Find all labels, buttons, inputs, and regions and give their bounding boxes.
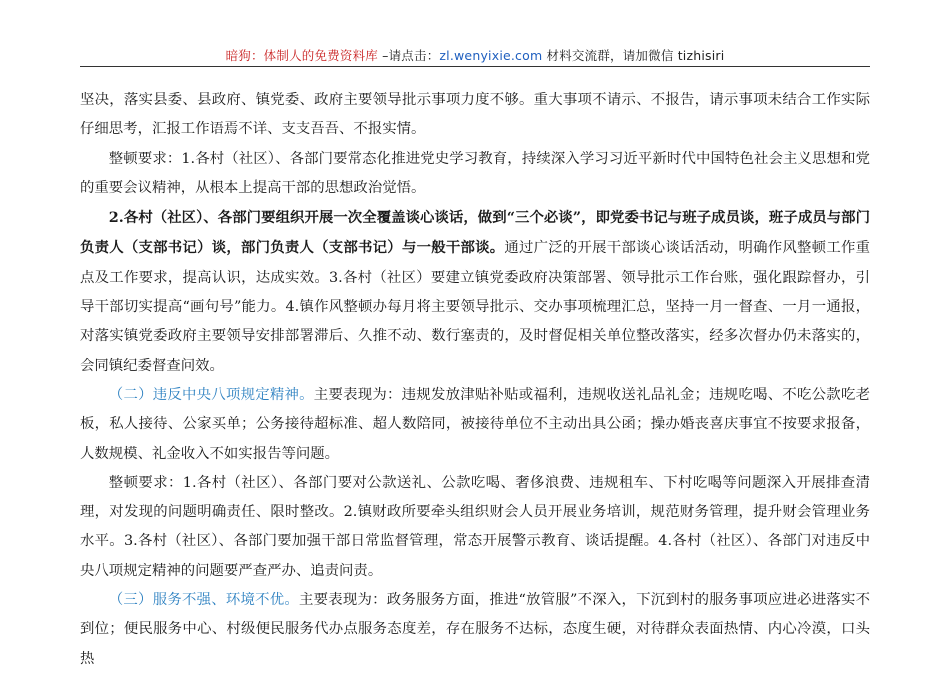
header-brand: 暗狗：体制人的免费资料库: [225, 48, 378, 63]
paragraph-4-text: 主要表现为：违规发放津贴补贴或福利，违规收送礼品礼金；违规吃喝、不吃公款吃老板，私人接待、公家买单；公务接待超标准、超人数陪同，被接待单位不主动出具公函；操办婚丧喜庆事宜不按要求报备，人数规模、礼金收入不如实报告等问题。: [80, 386, 870, 462]
page-header: [0, 46, 950, 64]
paragraph-3-text: 通过广泛的开展干部谈心谈话活动，明确作风整顿工作重点及工作要求，提高认识，达成实效。3.各村（社区）要建立镇党委政府决策部署、领导批示工作台账，强化跟踪督办，引导干部切实提高“画句号”能力。4.镇作风整顿办每月将主要领导批示、交办事项梳理汇总，坚持一月一督查、一月一通报，对落实镇党委政府主要领导安排部署滞后、久推不动、数行塞责的，及时督促相关单位整改落实，经多次督办仍未落实的，会同镇纪委督查问效。: [80, 240, 870, 374]
paragraph-1: 坚决，落实县委、县政府、镇党委、政府主要领导批示事项力度不够。重大事项不请示、不报告，请示事项未结合工作实际仔细思考，汇报工作语焉不详、支支吾吾、不报实情。: [80, 92, 870, 138]
section-3-heading: （三）服务不强、环境不优。: [108, 592, 300, 609]
paragraph-3: [80, 203, 870, 381]
header-contact: 材料交流群，请加微信 tizhisiri: [542, 48, 725, 63]
paragraph-4: [80, 381, 870, 469]
header-dash: –请点击：: [377, 48, 440, 63]
paragraph-3-bold: 2.各村（社区）、各部门要组织开展一次全覆盖谈心谈话，做到“三个必谈”，即党委书记与班子成员谈，班子成员与部门负责人（支部书记）谈，部门负责人（支部书记）与一般干部谈。: [80, 209, 870, 257]
header-link[interactable]: zl.wenyixie.com: [439, 48, 543, 63]
paragraph-5: 整顿要求：1.各村（社区）、各部门要对公款送礼、公款吃喝、奢侈浪费、违规租车、下村吃喝等问题深入开展排查清理，对发现的问题明确责任、限时整改。2.镇财政所要牵头组织财会人员开展业务培训，规范财务管理，提升财会管理业务水平。3.各村（社区）、各部门要加强干部日常监督管理，常态开展警示教育、谈话提醒。4.各村（社区）、各部门对违反中央八项规定精神的问题要严查严办、追责问责。: [80, 474, 870, 579]
paragraph-6-text: 主要表现为：政务服务方面，推进“放管服”不深入，下沉到村的服务事项应进必进落实不到位；便民服务中心、村级便民服务代办点服务态度差，存在服务不达标，态度生硬，对待群众表面热情、内心冷漠，口头热: [80, 592, 870, 667]
header-divider: [80, 66, 870, 67]
section-2-heading: （二）违反中央八项规定精神。: [108, 386, 314, 403]
document-body: [80, 86, 870, 674]
paragraph-6: [80, 586, 870, 674]
paragraph-2: 整顿要求：1.各村（社区）、各部门要常态化推进党史学习教育，持续深入学习习近平新时代中国特色社会主义思想和党的重要会议精神，从根本上提高干部的思想政治觉悟。: [80, 150, 870, 196]
